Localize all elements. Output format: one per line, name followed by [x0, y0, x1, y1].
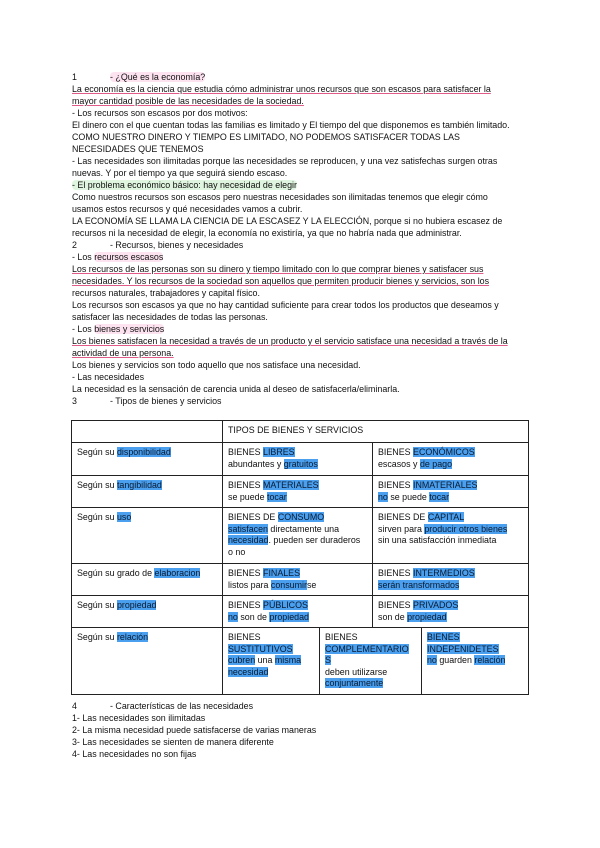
- cell-a: BIENES LIBRES abundantes y gratuitos: [223, 443, 373, 476]
- cell-independientes: BIENES INDEPENIDETES no guarden relación: [422, 628, 529, 695]
- text-line: - Los recursos son escasos por dos motivos:: [72, 108, 248, 118]
- cell-b: BIENES ECONÓMICOS escasos y de pago: [373, 443, 529, 476]
- text-line: satisfacer las necesidades de todas las personas.: [72, 312, 268, 322]
- text-line: Los recursos son escasos ya que no hay cantidad suficiente para crear todos los productos que deseamos y: [72, 300, 499, 310]
- section-heading-2: 2 - Recursos, bienes y necesidades: [72, 240, 244, 250]
- text-line: - Las necesidades: [72, 372, 145, 382]
- section-title: - Características de las necesidades: [110, 701, 254, 711]
- cell-sustitutivos: BIENES SUSTITUTIVOS cubren una misma necesidad: [223, 628, 320, 695]
- row-label: Según su relación: [72, 628, 223, 695]
- text-line: Los bienes satisfacen la necesidad a través de un producto y el servicio satisface una necesidad a través de la: [72, 336, 508, 346]
- table-header-row: [72, 421, 529, 443]
- text-line: COMO NUESTRO DINERO Y TIEMPO ES LIMITADO, NO PODEMOS SATISFACER TODAS LAS: [72, 132, 460, 142]
- section-heading-1: 1 - ¿Qué es la economía?: [72, 72, 206, 82]
- text-line: mayor cantidad posible de las necesidades de la sociedad.: [72, 96, 304, 106]
- list-item: 1- Las necesidades son ilimitadas: [72, 713, 206, 723]
- text-line: [72, 180, 532, 192]
- section-heading-3: 3 - Tipos de bienes y servicios: [72, 396, 222, 406]
- text-line: NECESIDADES QUE TENEMOS: [72, 144, 204, 154]
- section-title: - Recursos, bienes y necesidades: [110, 240, 244, 250]
- cell-b: BIENES DE CAPITAL sirven para producir otros bienes sin una satisfacción inmediata: [373, 508, 529, 564]
- cell-b: BIENES PRIVADOS son de propiedad: [373, 596, 529, 628]
- section-title: - Tipos de bienes y servicios: [110, 396, 222, 406]
- text-line: nuevas. Y por el tiempo ya que seguirá siendo escaso.: [72, 168, 288, 178]
- section-title: - ¿Qué es la economía?: [110, 72, 206, 82]
- section-heading-4: 4 - Características de las necesidades: [72, 701, 254, 711]
- text-line: Los recursos de las personas son su dinero y tiempo limitado con lo que comprar bienes y satisfacer sus: [72, 264, 484, 274]
- row-label: Según su uso: [72, 508, 223, 564]
- text-line: recursos naturales, trabajadores y capital físico.: [72, 288, 260, 298]
- table-header: TIPOS DE BIENES Y SERVICIOS: [223, 421, 529, 443]
- list-item: 4- Las necesidades no son fijas: [72, 749, 197, 759]
- list-item: 2- La misma necesidad puede satisfacerse de varias maneras: [72, 725, 317, 735]
- cell-b: BIENES INTERMEDIOS serán transformados: [373, 564, 529, 596]
- table-row: [72, 628, 529, 695]
- text-line: LA ECONOMÍA SE LLAMA LA CIENCIA DE LA ESCASEZ Y LA ELECCIÓN, porque si no hubiera escasez de: [72, 216, 503, 226]
- row-label: Según su tangibilidad: [72, 476, 223, 508]
- text-line: actividad de una persona.: [72, 348, 174, 358]
- table-row: [72, 476, 529, 508]
- cell-a: BIENES DE CONSUMO satisfacen directamente una necesidad. pueden ser duraderos o no: [223, 508, 373, 564]
- highlight-green: - El problema económico básico: hay necesidad de elegir: [72, 180, 297, 190]
- list-item: 3- Las necesidades se sienten de manera diferente: [72, 737, 274, 747]
- cell-a: BIENES FINALES listos para consumirse: [223, 564, 373, 596]
- text-line: necesidades. Y los recursos de la sociedad son aquellos que permiten producir bienes y servicios, son los: [72, 276, 490, 286]
- cell-a: BIENES MATERIALES se puede tocar: [223, 476, 373, 508]
- table-row: [72, 443, 529, 476]
- text-line: Los bienes y servicios son todo aquello que nos satisface una necesidad.: [72, 360, 361, 370]
- text-line: - Los recursos escasos: [72, 252, 164, 262]
- text-line: recursos ni la necesidad de elegir, la economía no existiría, ya que no habría nada que administrar.: [72, 228, 462, 238]
- table-row: [72, 564, 529, 596]
- table-row: [72, 508, 529, 564]
- table-row: [72, 596, 529, 628]
- text-line: - Los bienes y servicios: [72, 324, 165, 334]
- text-line: El dinero con el que cuentan todas las familias es limitado y El tiempo del que disponemos es también limitado.: [72, 120, 510, 130]
- cell-complementarios: BIENES COMPLEMENTARIO S deben utilizarse conjuntamente: [320, 628, 422, 695]
- text-line: La economía es la ciencia que estudia cómo administrar unos recursos que son escasos para satisfacer la: [72, 84, 491, 94]
- goods-types-table: [71, 420, 529, 695]
- text-line: Como nuestros recursos son escasos pero nuestras necesidades son ilimitadas tenemos que elegir cómo: [72, 192, 488, 202]
- text-line: - Las necesidades son ilimitadas porque las necesidades se reproducen, y una vez satisfechas surgen otras: [72, 156, 498, 166]
- cell-b: BIENES INMATERIALES no se puede tocar: [373, 476, 529, 508]
- row-label: Según su propiedad: [72, 596, 223, 628]
- row-label: Según su disponibilidad: [72, 443, 223, 476]
- cell-a: BIENES PÚBLICOS no son de propiedad: [223, 596, 373, 628]
- text-line: La necesidad es la sensación de carencia unida al deseo de satisfacerla/eliminarla.: [72, 384, 400, 394]
- text-line: usamos estos recursos y qué necesidades vamos a cubrir.: [72, 204, 303, 214]
- row-label: Según su grado de elaboracion: [72, 564, 223, 596]
